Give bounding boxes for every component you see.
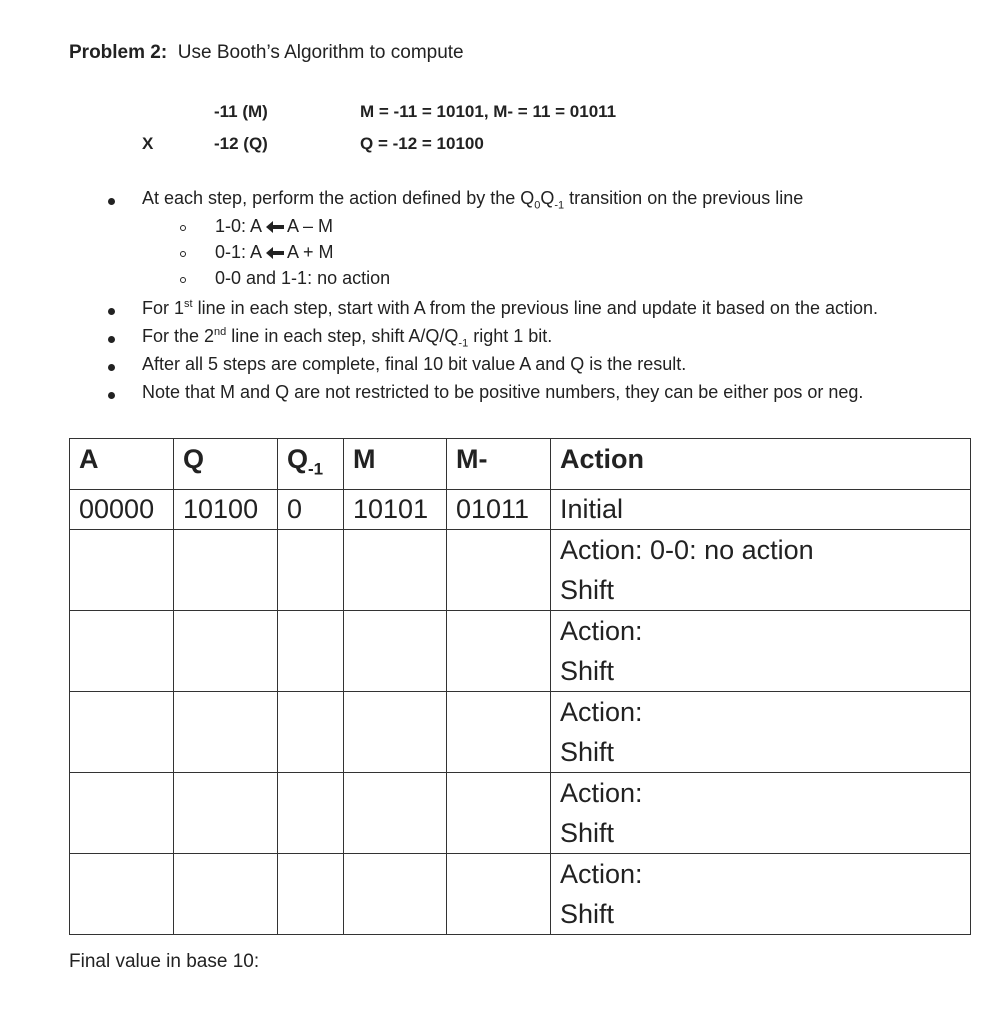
cell-m[interactable]	[344, 773, 447, 854]
cell-m-neg[interactable]	[447, 854, 551, 935]
bullet-dot	[108, 364, 115, 371]
action-label: Action:	[560, 616, 643, 647]
table-row-step-5	[70, 854, 971, 935]
sub-bullet-circle	[180, 277, 186, 283]
cell-m[interactable]	[344, 854, 447, 935]
action-label: Action: 0-0: no action	[560, 535, 814, 566]
cell-q-minus-1[interactable]	[278, 854, 344, 935]
shift-label: Shift	[560, 818, 615, 849]
cell-q[interactable]	[174, 530, 278, 611]
shift-label: Shift	[560, 575, 615, 606]
action-label: Action:	[560, 859, 643, 890]
cell-m[interactable]	[344, 692, 447, 773]
sub-instruction-1: 1-0: A A – M	[215, 216, 334, 236]
problem-text: Use Booth’s Algorithm to compute	[177, 42, 464, 63]
instruction-2: For 1st line in each step, start with A from the previous line and update it based on the action.	[142, 298, 879, 318]
header-q-minus-1: $Q_{-1}$	[278, 439, 344, 490]
problem-label: Problem 2:	[69, 42, 168, 63]
cell-q-minus-1[interactable]	[278, 773, 344, 854]
header-q: Q	[174, 439, 278, 490]
sub-instruction-3: 0-0 and 1-1: no action	[215, 268, 391, 288]
cell-action	[551, 773, 971, 854]
cell-a[interactable]	[70, 854, 174, 935]
cell-m[interactable]	[344, 530, 447, 611]
shift-label: Shift	[560, 737, 615, 768]
m-note: M = -11 = 10101, M- = 11 = 01011	[360, 102, 617, 121]
left-arrow-icon	[266, 221, 284, 233]
cell-a[interactable]	[70, 611, 174, 692]
table-header-row	[70, 439, 971, 490]
cell-q: 10100	[174, 490, 278, 530]
header-m: M	[344, 439, 447, 490]
q-note: Q = -12 = 10100	[360, 134, 484, 153]
operand-m: -11 (M)	[214, 102, 268, 121]
cell-q[interactable]	[174, 692, 278, 773]
bullet-dot	[108, 198, 115, 205]
cell-q-minus-1: 0	[278, 490, 344, 530]
instruction-4: After all 5 steps are complete, final 10 bit value A and Q is the result.	[142, 354, 687, 374]
cell-action	[551, 611, 971, 692]
problem-title	[69, 42, 464, 64]
table-row-step-1	[70, 530, 971, 611]
bullet-dot	[108, 392, 115, 399]
operand-q: -12 (Q)	[214, 134, 268, 153]
cell-q-minus-1[interactable]	[278, 692, 344, 773]
final-value-label: Final value in base 10:	[69, 951, 260, 972]
header-action: Action	[551, 439, 971, 490]
shift-label: Shift	[560, 899, 615, 930]
action-label: Action:	[560, 697, 643, 728]
cell-a[interactable]	[70, 530, 174, 611]
cell-m-neg[interactable]	[447, 692, 551, 773]
action-label: Action:	[560, 778, 643, 809]
cell-m-neg[interactable]	[447, 530, 551, 611]
sub-instruction-2: 0-1: A A + M	[215, 242, 334, 262]
cell-q[interactable]	[174, 854, 278, 935]
table-row-step-2	[70, 611, 971, 692]
sub-bullet-circle	[180, 225, 186, 231]
left-arrow-icon	[266, 247, 284, 259]
cell-m-neg[interactable]	[447, 773, 551, 854]
cell-action	[551, 692, 971, 773]
instruction-5: Note that M and Q are not restricted to be positive numbers, they can be either pos or neg.	[142, 382, 864, 402]
bullet-dot	[108, 336, 115, 343]
cell-action: Initial	[551, 490, 971, 530]
header-m-neg: M-	[447, 439, 551, 490]
table-row-step-3	[70, 692, 971, 773]
cell-q-minus-1[interactable]	[278, 530, 344, 611]
bullet-dot	[108, 308, 115, 315]
times-symbol: X	[142, 134, 154, 153]
cell-m-neg: 01011	[447, 490, 551, 530]
sub-bullet-circle	[180, 251, 186, 257]
cell-q[interactable]	[174, 773, 278, 854]
cell-q[interactable]	[174, 611, 278, 692]
cell-a: 00000	[70, 490, 174, 530]
cell-action	[551, 854, 971, 935]
cell-a[interactable]	[70, 692, 174, 773]
instruction-1: At each step, perform the action defined by the $Q_0Q_{-1}$ transition on the previous line	[142, 188, 804, 212]
cell-m-neg[interactable]	[447, 611, 551, 692]
shift-label: Shift	[560, 656, 615, 687]
table-row-initial	[70, 490, 971, 530]
cell-m: 10101	[344, 490, 447, 530]
booth-table	[69, 438, 971, 935]
cell-a[interactable]	[70, 773, 174, 854]
cell-action	[551, 530, 971, 611]
instruction-3: For the 2nd line in each step, shift $A/Q/Q_{-1}$ right 1 bit.	[142, 326, 553, 350]
table-row-step-4	[70, 773, 971, 854]
header-a: A	[70, 439, 174, 490]
cell-q-minus-1[interactable]	[278, 611, 344, 692]
cell-m[interactable]	[344, 611, 447, 692]
